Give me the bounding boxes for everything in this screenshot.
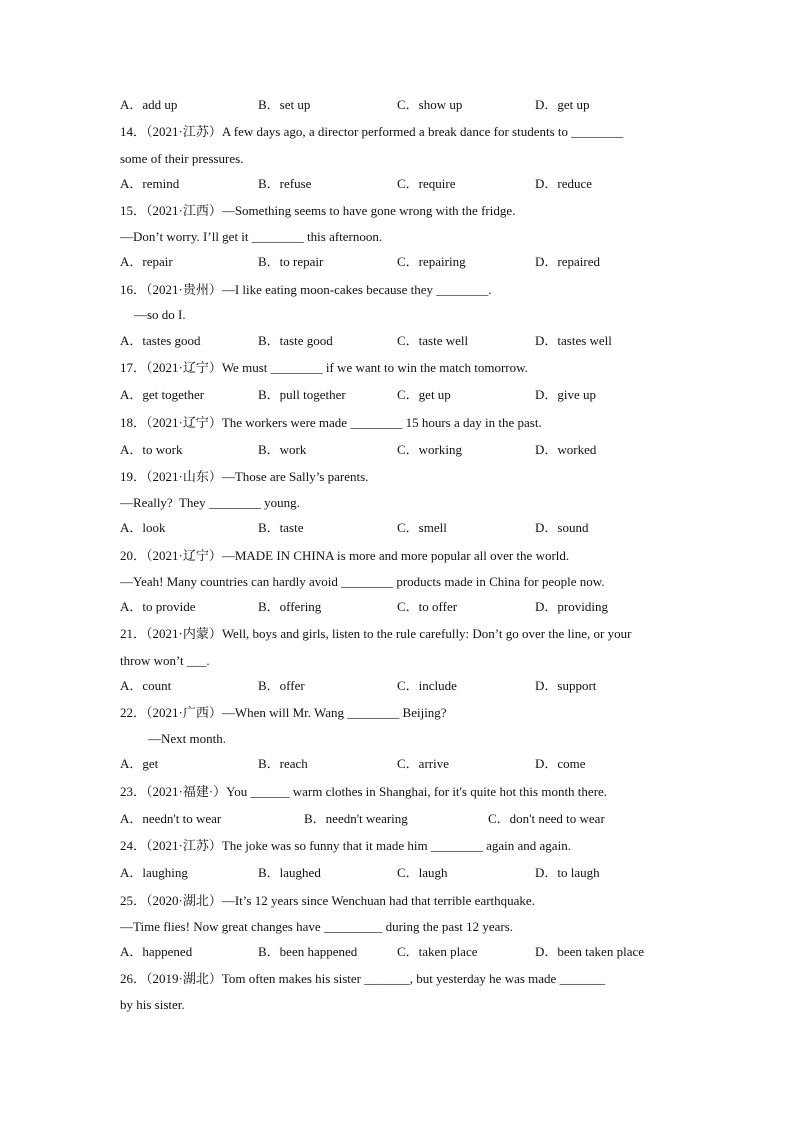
option-b: B．taste good bbox=[258, 333, 333, 348]
option-c: C．taste well bbox=[397, 333, 469, 348]
option-d: D．tastes well bbox=[535, 333, 612, 348]
question-21-stem-cont: throw won’t ___. bbox=[120, 653, 210, 668]
option-b: B．been happened bbox=[258, 944, 358, 959]
option-b: B．refuse bbox=[258, 176, 312, 191]
option-a: A．count bbox=[120, 678, 172, 693]
option-a: A．laughing bbox=[120, 865, 188, 880]
question-17-stem: 17．（2021·辽宁）We must ________ if we want to win the match tomorrow. bbox=[120, 360, 528, 375]
option-d: D．get up bbox=[535, 97, 590, 112]
option-a: A．needn't to wear bbox=[120, 811, 222, 826]
option-a: A．get together bbox=[120, 387, 205, 402]
options-row-14 bbox=[120, 176, 593, 192]
option-a: A．remind bbox=[120, 176, 180, 191]
option-b: B．offering bbox=[258, 599, 322, 614]
option-d: D．repaired bbox=[535, 254, 600, 269]
option-b: B．taste bbox=[258, 520, 304, 535]
question-26-stem: 26．（2019·湖北）Tom often makes his sister _______, but yesterday he was made _______ bbox=[120, 971, 606, 986]
options-row-16 bbox=[120, 333, 612, 349]
option-b: B．reach bbox=[258, 756, 308, 771]
option-b: B．laughed bbox=[258, 865, 321, 880]
option-c: C．to offer bbox=[397, 599, 458, 614]
question-14-stem: 14．（2021·江苏）A few days ago, a director performed a break dance for students to ________ bbox=[120, 124, 624, 139]
options-row-13 bbox=[120, 97, 590, 113]
option-a: A．tastes good bbox=[120, 333, 201, 348]
option-b: B．needn't wearing bbox=[304, 811, 408, 826]
options-row-19 bbox=[120, 520, 589, 536]
options-row-21 bbox=[120, 678, 597, 694]
option-d: D．sound bbox=[535, 520, 589, 535]
option-c: C．smell bbox=[397, 520, 447, 535]
option-c: C．get up bbox=[397, 387, 451, 402]
option-c: C．working bbox=[397, 442, 463, 457]
question-15-stem-cont: —Don’t worry. I’ll get it ________ this afternoon. bbox=[120, 229, 383, 244]
question-22-stem-cont: —Next month. bbox=[148, 731, 226, 746]
question-18-stem: 18．（2021·辽宁）The workers were made ________ 15 hours a day in the past. bbox=[120, 415, 542, 430]
option-a: A．happened bbox=[120, 944, 193, 959]
question-25-stem-cont: —Time flies! Now great changes have _________ during the past 12 years. bbox=[120, 919, 514, 934]
option-c: C．taken place bbox=[397, 944, 478, 959]
option-a: A．to work bbox=[120, 442, 183, 457]
question-19-stem: 19．（2021·山东）—Those are Sally’s parents. bbox=[120, 469, 369, 484]
question-16-stem-cont: —so do I. bbox=[134, 307, 186, 322]
option-a: A．repair bbox=[120, 254, 173, 269]
question-23-stem: 23．（2021·福建·）You ______ warm clothes in Shanghai, for it's quite hot this month there. bbox=[120, 784, 608, 799]
options-row-24 bbox=[120, 865, 600, 881]
option-c: C．arrive bbox=[397, 756, 449, 771]
option-c: C．show up bbox=[397, 97, 463, 112]
options-row-25 bbox=[120, 944, 645, 960]
option-a: A．look bbox=[120, 520, 166, 535]
option-d: D．worked bbox=[535, 442, 597, 457]
option-b: B．pull together bbox=[258, 387, 346, 402]
option-d: D．providing bbox=[535, 599, 608, 614]
option-c: C．don't need to wear bbox=[488, 811, 605, 826]
question-19-stem-cont: —Really? They ________ young. bbox=[120, 495, 300, 510]
option-a: A．get bbox=[120, 756, 159, 771]
option-d: D．been taken place bbox=[535, 944, 645, 959]
question-20-stem-cont: —Yeah! Many countries can hardly avoid ________ products made in China for people now. bbox=[120, 574, 605, 589]
option-a: A．to provide bbox=[120, 599, 196, 614]
option-c: C．laugh bbox=[397, 865, 448, 880]
option-d: D．support bbox=[535, 678, 597, 693]
options-row-22 bbox=[120, 756, 586, 772]
option-d: D．give up bbox=[535, 387, 597, 402]
option-c: C．repairing bbox=[397, 254, 466, 269]
question-22-stem: 22．（2021·广西）—When will Mr. Wang ________ Beijing? bbox=[120, 705, 447, 720]
option-a: A．add up bbox=[120, 97, 178, 112]
options-row-23 bbox=[120, 811, 605, 827]
option-d: D．to laugh bbox=[535, 865, 600, 880]
option-c: C．require bbox=[397, 176, 456, 191]
options-row-15 bbox=[120, 254, 600, 270]
option-b: B．to repair bbox=[258, 254, 324, 269]
question-21-stem: 21．（2021·内蒙）Well, boys and girls, listen to the rule carefully: Don’t go over the line, or your bbox=[120, 626, 632, 641]
question-16-stem: 16．（2021·贵州）—I like eating moon-cakes because they ________. bbox=[120, 282, 492, 297]
option-d: D．reduce bbox=[535, 176, 593, 191]
question-26-stem-cont: by his sister. bbox=[120, 997, 185, 1012]
options-row-17 bbox=[120, 387, 597, 403]
question-14-stem-cont: some of their pressures. bbox=[120, 151, 244, 166]
option-b: B．offer bbox=[258, 678, 305, 693]
option-b: B．work bbox=[258, 442, 307, 457]
question-20-stem: 20．（2021·辽宁）—MADE IN CHINA is more and more popular all over the world. bbox=[120, 548, 570, 563]
question-25-stem: 25．（2020·湖北）—It’s 12 years since Wenchuan had that terrible earthquake. bbox=[120, 893, 535, 908]
options-row-20 bbox=[120, 599, 608, 615]
option-c: C．include bbox=[397, 678, 457, 693]
options-row-18 bbox=[120, 442, 597, 458]
option-b: B．set up bbox=[258, 97, 311, 112]
question-24-stem: 24．（2021·江苏）The joke was so funny that it made him ________ again and again. bbox=[120, 838, 571, 853]
question-15-stem: 15．（2021·江西）—Something seems to have gone wrong with the fridge. bbox=[120, 203, 516, 218]
option-d: D．come bbox=[535, 756, 586, 771]
